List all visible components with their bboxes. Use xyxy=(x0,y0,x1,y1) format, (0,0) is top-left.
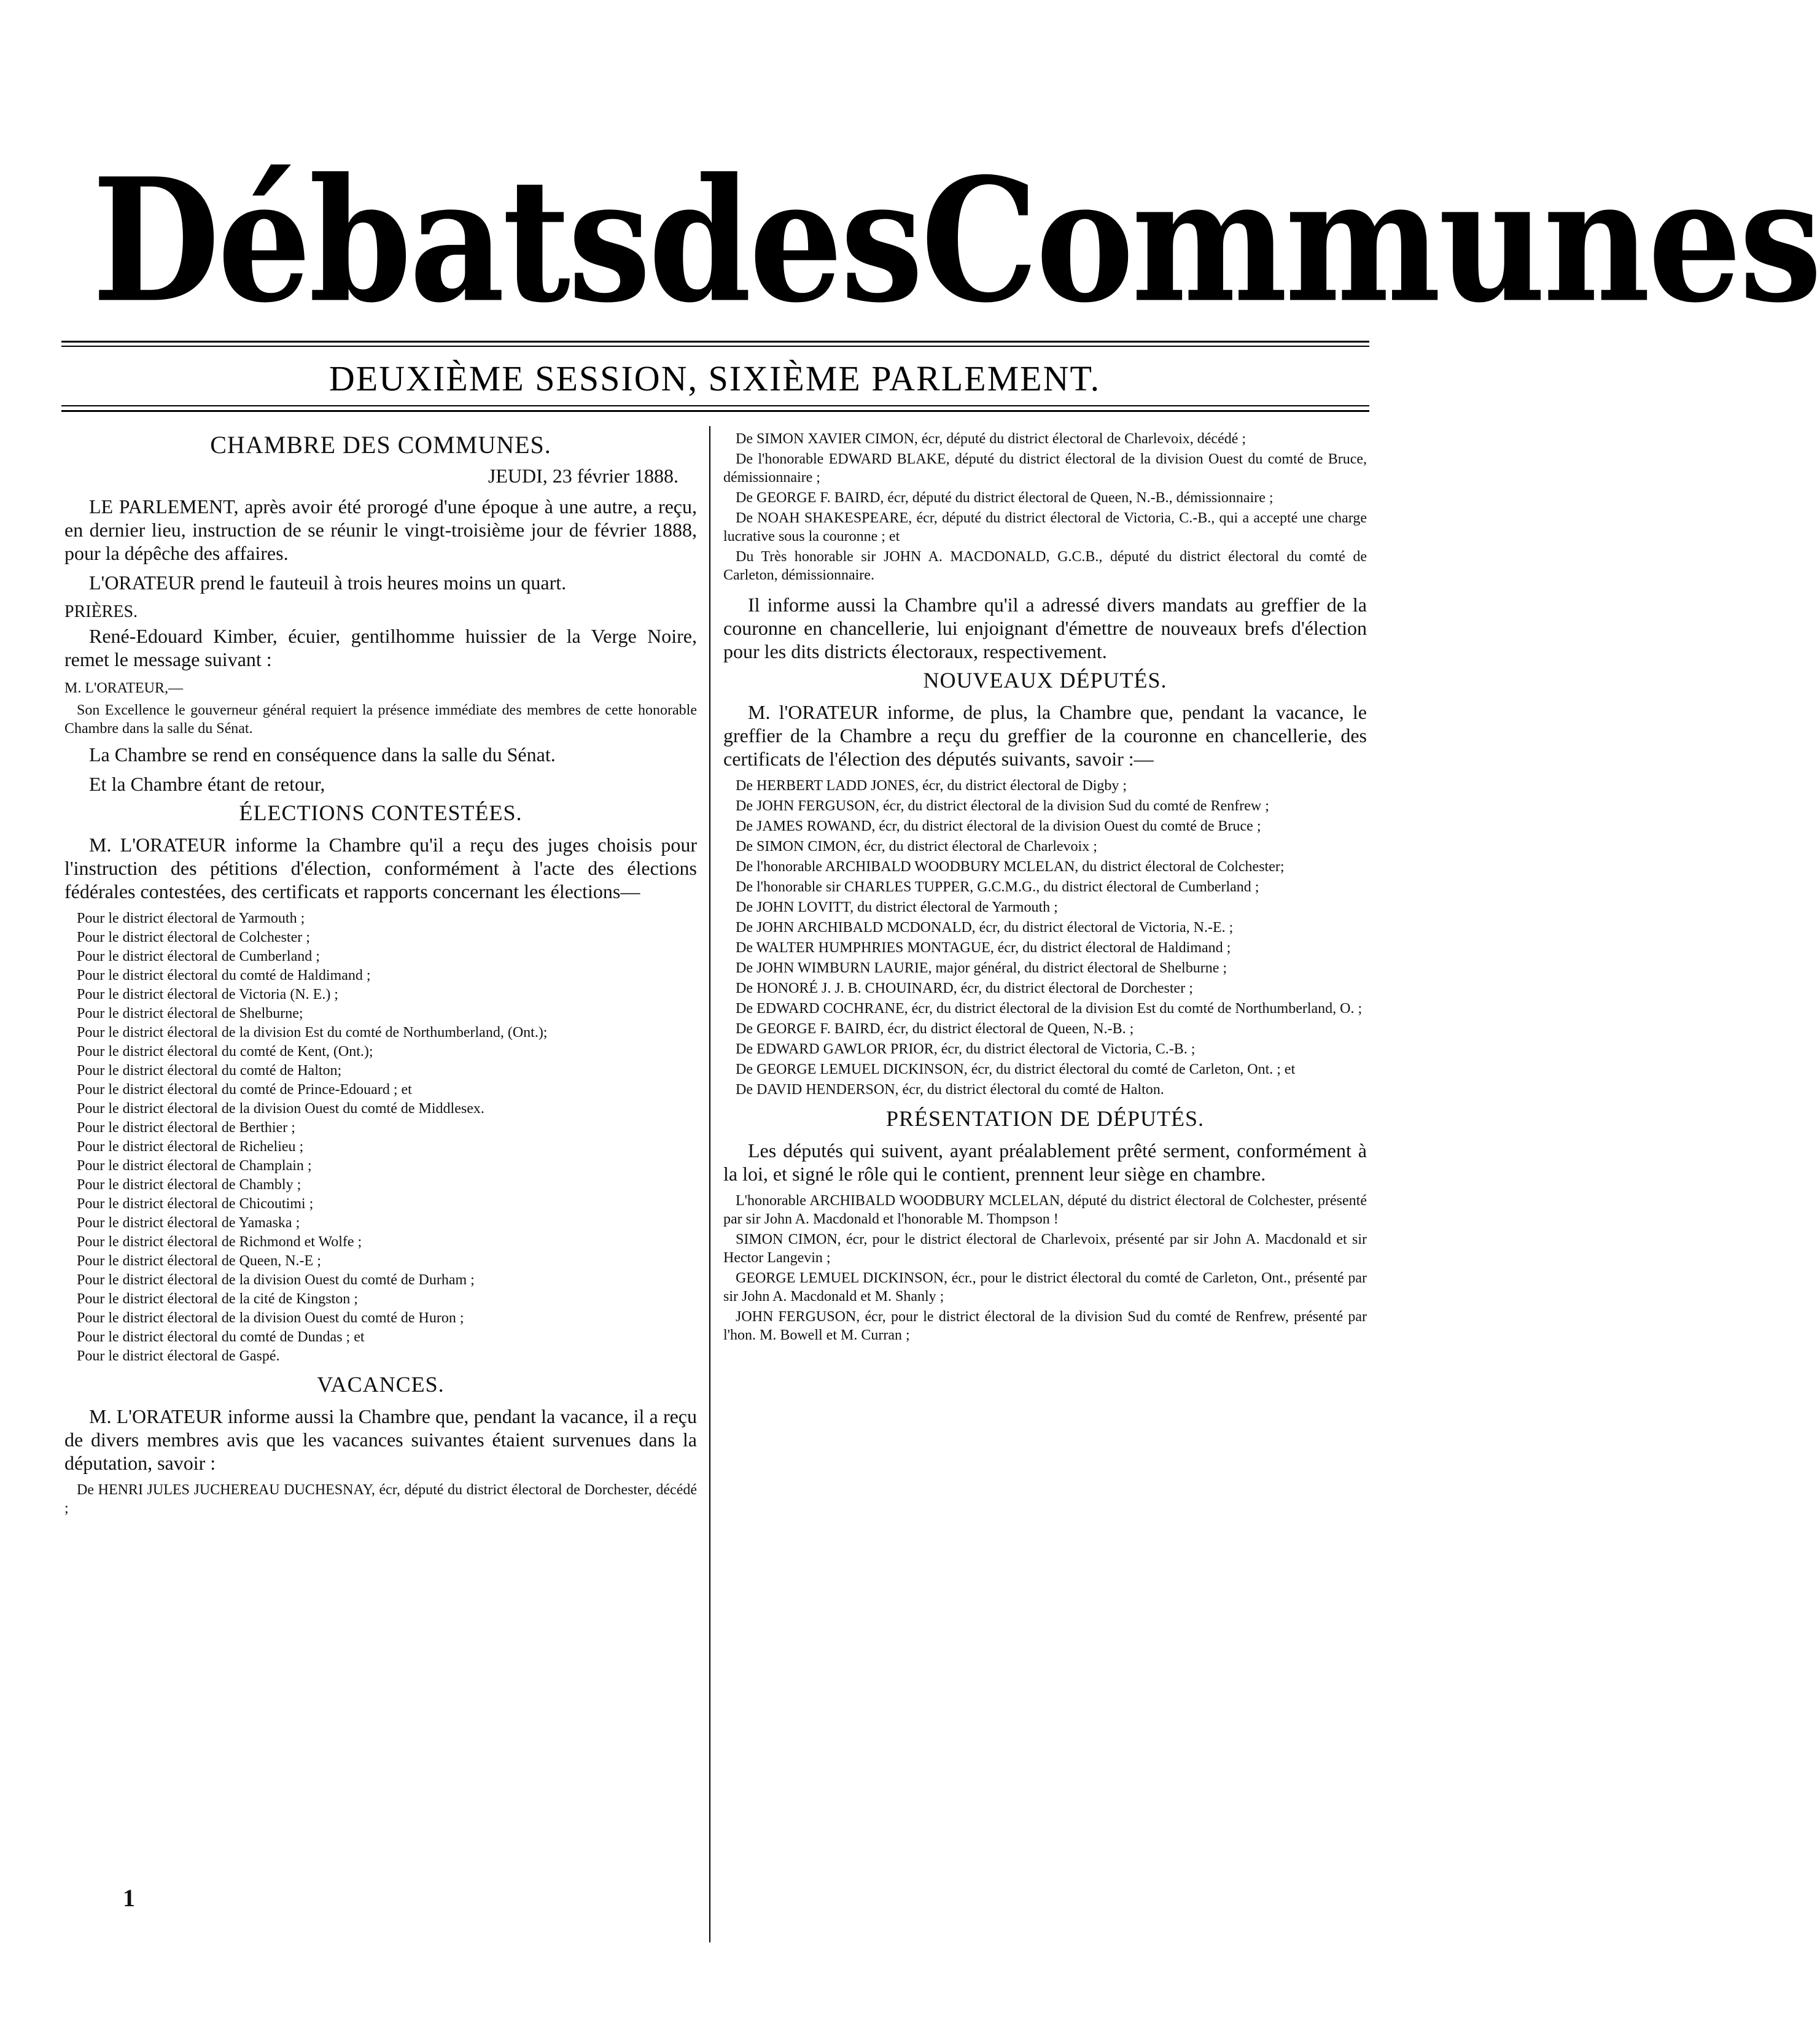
presentation-intro: Les députés qui suivent, ayant préalablement prêté serment, conformément à la loi, et signé le rôle qui le contient, prennent leur siège en chambre. xyxy=(723,1139,1367,1185)
elections-heading: ÉLECTIONS CONTESTÉES. xyxy=(239,801,523,825)
mandats-paragraph: Il informe aussi la Chambre qu'il a adressé divers mandats au greffier de la couronne en chancellerie, lui enjoignant d'émettre de nouveaux brefs d'élection pour les dits districts électoraux, respectivement. xyxy=(723,594,1367,662)
list-item: Pour le district électoral de la division Ouest du comté de Durham ; xyxy=(77,1272,475,1288)
session-rule-2 xyxy=(61,410,1369,412)
list-item: Pour le district électoral de Yamaska ; xyxy=(77,1215,300,1231)
list-item: De HERBERT LADD JONES, écr, du district électoral de Digby ; xyxy=(736,778,1127,794)
list-item: De HONORÉ J. J. B. CHOUINARD, écr, du district électoral de Dorchester ; xyxy=(736,980,1193,996)
list-item: De GEORGE LEMUEL DICKINSON, écr, du district électoral du comté de Carleton, Ont. ; et xyxy=(736,1061,1296,1077)
top-rule-2 xyxy=(61,346,1369,347)
list-item: Pour le district électoral de Cumberland ; xyxy=(77,948,320,964)
vacance-first: De HENRI JULES JUCHEREAU DUCHESNAY, écr, député du district électoral de Dorchester, décédé ; xyxy=(64,1482,697,1516)
list-item: De DAVID HENDERSON, écr, du district électoral du comté de Halton. xyxy=(736,1082,1164,1098)
list-item: De l'honorable EDWARD BLAKE, député du district électoral de la division Ouest du comté de Bruce, démissionnaire ; xyxy=(723,451,1367,486)
nouveaux-intro: M. l'ORATEUR informe, de plus, la Chambre que, pendant la vacance, le greffier de la Chambre a reçu du greffier de la couronne en chancellerie, des certificats de l'élection des députés suivants, savoir :— xyxy=(723,701,1367,770)
masthead-word-des: des xyxy=(648,141,921,341)
list-item: De NOAH SHAKESPEARE, écr, député du district électoral de Victoria, C.-B., qui a accepté une charge lucrative sous la couronne ; et xyxy=(723,510,1367,545)
list-item: Pour le district électoral de la division Est du comté de Northumberland, (Ont.); xyxy=(77,1025,548,1041)
session-date: JEUDI, 23 février 1888. xyxy=(488,465,679,487)
districts-list xyxy=(64,909,697,1366)
list-item: De WALTER HUMPHRIES MONTAGUE, écr, du district électoral de Haldimand ; xyxy=(736,940,1231,956)
list-item: Pour le district électoral du comté de Prince-Edouard ; et xyxy=(77,1082,412,1098)
masthead-word-debats: Débats xyxy=(92,141,649,341)
list-item: De JAMES ROWAND, écr, du district électoral de la division Ouest du comté de Bruce ; xyxy=(736,818,1261,834)
nouveaux-heading: NOUVEAUX DÉPUTÉS. xyxy=(923,668,1167,692)
list-item: Pour le district électoral de Gaspé. xyxy=(77,1348,280,1364)
vacances-list xyxy=(723,430,1367,584)
list-item: De EDWARD GAWLOR PRIOR, écr, du district électoral de Victoria, C.-B. ; xyxy=(736,1041,1196,1057)
list-item: De JOHN WIMBURN LAURIE, major général, du district électoral de Shelburne ; xyxy=(736,960,1227,976)
list-item: Pour le district électoral de Victoria (N. E.) ; xyxy=(77,987,338,1003)
vacances-heading: VACANCES. xyxy=(317,1372,445,1397)
list-item: SIMON CIMON, écr, pour le district électoral de Charlevoix, présenté par sir John A. Macdonald et sir Hector Langevin ; xyxy=(723,1232,1367,1266)
list-item: Pour le district électoral de Richelieu ; xyxy=(77,1139,304,1155)
list-item: Pour le district électoral de Richmond et Wolfe ; xyxy=(77,1234,362,1250)
left-column xyxy=(64,430,697,1519)
list-item: Pour le district électoral du comté de Haldimand ; xyxy=(77,968,371,983)
list-item: Pour le district électoral de Chicoutimi ; xyxy=(77,1196,314,1212)
list-item: Pour le district électoral de Colchester ; xyxy=(77,929,310,945)
list-item: De JOHN FERGUSON, écr, du district électoral de la division Sud du comté de Renfrew ; xyxy=(736,798,1269,814)
message-label: M. L'ORATEUR,— xyxy=(64,680,183,696)
list-item: Pour le district électoral de Chambly ; xyxy=(77,1177,301,1193)
list-item: Pour le district électoral de Yarmouth ; xyxy=(77,910,305,926)
top-rule-1 xyxy=(61,341,1369,343)
list-item: Pour le district électoral de Champlain ; xyxy=(77,1158,312,1174)
list-item: Pour le district électoral de la division Ouest du comté de Huron ; xyxy=(77,1310,464,1326)
masthead-word-communes: Communes xyxy=(920,141,1820,341)
elections-intro: M. L'ORATEUR informe la Chambre qu'il a reçu des juges choisis pour l'instruction des pétitions d'élection, conformément à l'acte des élections fédérales contestées, des certificats et rapports concernant les élections— xyxy=(64,834,697,902)
page-number: 1 xyxy=(123,1884,135,1912)
list-item: Pour le district électoral du comté de Dundas ; et xyxy=(77,1329,365,1345)
column-divider xyxy=(709,426,710,1942)
list-item: Du Très honorable sir JOHN A. MACDONALD, G.C.B., député du district électoral du comté de Carleton, démissionnaire. xyxy=(723,549,1367,583)
list-item: Pour le district électoral de Berthier ; xyxy=(77,1120,295,1136)
list-item: JOHN FERGUSON, écr, pour le district électoral de la division Sud du comté de Renfrew, présenté par l'hon. M. Bowell et M. Curran ; xyxy=(723,1309,1367,1343)
list-item: L'honorable ARCHIBALD WOODBURY MCLELAN, député du district électoral de Colchester, présenté par sir John A. Macdonald et l'honorable M. Thompson ! xyxy=(723,1193,1367,1227)
chamber-title: CHAMBRE DES COMMUNES. xyxy=(210,431,551,459)
session-line: DEUXIÈME SESSION, SIXIÈME PARLEMENT. xyxy=(329,359,1101,398)
session-rule-1 xyxy=(61,405,1369,406)
list-item: De SIMON CIMON, écr, du district électoral de Charlevoix ; xyxy=(736,839,1097,855)
vacances-intro: M. L'ORATEUR informe aussi la Chambre que, pendant la vacance, il a reçu de divers membres avis que les vacances suivantes étaient survenues dans la députation, savoir : xyxy=(64,1405,697,1474)
kimber-paragraph: René-Edouard Kimber, écuier, gentilhomme huissier de la Verge Noire, remet le message suivant : xyxy=(64,625,697,670)
list-item: Pour le district électoral de la cité de Kingston ; xyxy=(77,1291,358,1307)
list-item: GEORGE LEMUEL DICKINSON, écr., pour le district électoral du comté de Carleton, Ont., présenté par sir John A. Macdonald et M. Shanly ; xyxy=(723,1270,1367,1305)
right-column xyxy=(723,430,1367,1346)
orateur-seat-paragraph: L'ORATEUR prend le fauteuil à trois heures moins un quart. xyxy=(89,572,567,594)
list-item: De SIMON XAVIER CIMON, écr, député du district électoral de Charlevoix, décédé ; xyxy=(736,431,1246,447)
list-item: De GEORGE F. BAIRD, écr, du district électoral de Queen, N.-B. ; xyxy=(736,1021,1134,1037)
intro-paragraph: LE PARLEMENT, après avoir été prorogé d'une époque à une autre, a reçu, en dernier lieu, instruction de se réunir le vingt-troisième jour de février 1888, pour la dépêche des affaires. xyxy=(64,495,697,564)
nouveaux-list xyxy=(723,777,1367,1099)
prieres-label: PRIÈRES. xyxy=(64,602,138,621)
presentation-heading: PRÉSENTATION DE DÉPUTÉS. xyxy=(885,1106,1205,1131)
list-item: Pour le district électoral de la division Ouest du comté de Middlesex. xyxy=(77,1101,484,1117)
list-item: De l'honorable ARCHIBALD WOODBURY MCLELAN, du district électoral de Colchester; xyxy=(736,859,1285,875)
masthead-title xyxy=(92,141,1820,341)
list-item: De EDWARD COCHRANE, écr, du district électoral de la division Est du comté de Northumberland, O. ; xyxy=(736,1001,1363,1017)
message-text: Son Excellence le gouverneur général requiert la présence immédiate des membres de cette honorable Chambre dans la salle du Sénat. xyxy=(64,702,697,737)
list-item: Pour le district électoral de Queen, N.-E ; xyxy=(77,1253,321,1269)
senate-paragraph: La Chambre se rend en conséquence dans la salle du Sénat. xyxy=(89,743,556,766)
list-item: De JOHN ARCHIBALD MCDONALD, écr, du district électoral de Victoria, N.-E. ; xyxy=(736,920,1234,936)
list-item: Pour le district électoral du comté de Halton; xyxy=(77,1063,342,1079)
list-item: Pour le district électoral du comté de Kent, (Ont.); xyxy=(77,1044,373,1060)
list-item: Pour le district électoral de Shelburne; xyxy=(77,1006,303,1022)
list-item: De GEORGE F. BAIRD, écr, député du district électoral de Queen, N.-B., démissionnaire ; xyxy=(736,490,1274,506)
return-paragraph: Et la Chambre étant de retour, xyxy=(89,773,325,795)
list-item: De l'honorable sir CHARLES TUPPER, G.C.M.G., du district électoral de Cumberland ; xyxy=(736,879,1259,895)
list-item: De JOHN LOVITT, du district électoral de Yarmouth ; xyxy=(736,899,1058,915)
presentations-list xyxy=(723,1192,1367,1344)
